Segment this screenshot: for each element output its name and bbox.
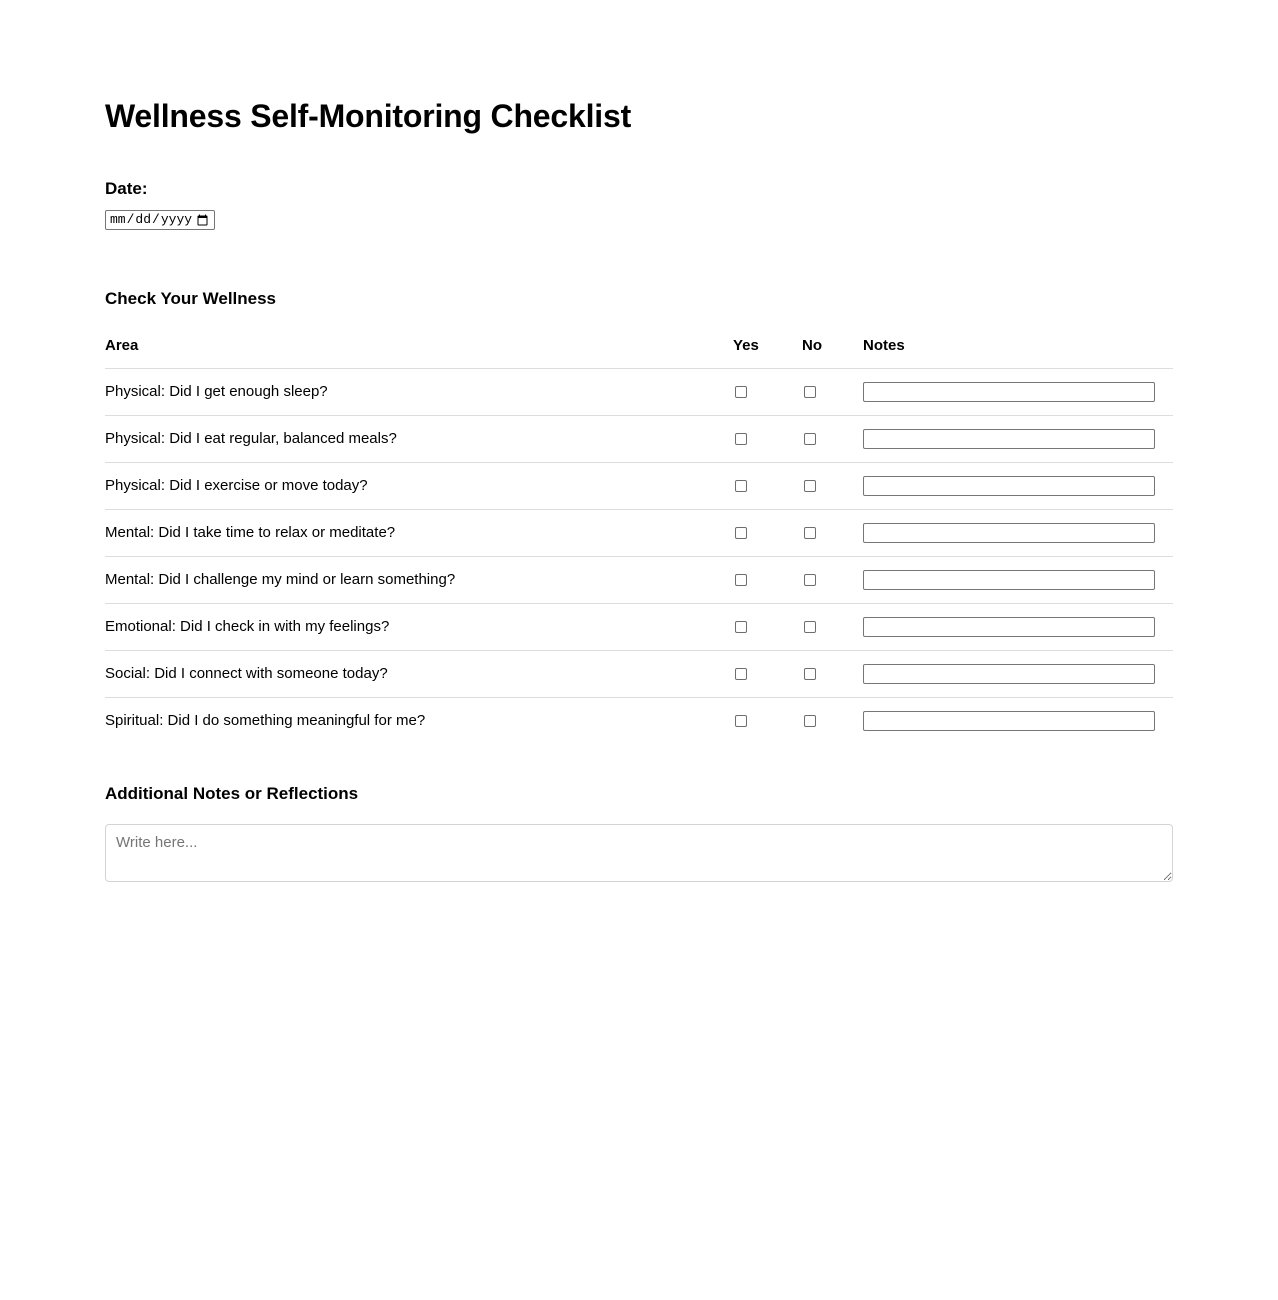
notes-cell [863, 509, 1173, 556]
no-cell [802, 462, 863, 509]
table-body [105, 368, 1173, 744]
no-checkbox[interactable] [804, 715, 816, 727]
yes-cell [733, 556, 802, 603]
no-checkbox[interactable] [804, 574, 816, 586]
date-input[interactable] [105, 210, 215, 230]
yes-cell [733, 650, 802, 697]
notes-input[interactable] [863, 711, 1155, 731]
row-label: Mental: Did I take time to relax or meditate? [105, 509, 733, 556]
no-cell [802, 697, 863, 744]
notes-cell [863, 462, 1173, 509]
date-field-group [105, 179, 1173, 230]
table-row [105, 603, 1173, 650]
yes-checkbox[interactable] [735, 621, 747, 633]
column-header-no: No [802, 337, 863, 369]
yes-cell [733, 462, 802, 509]
notes-cell [863, 603, 1173, 650]
no-cell [802, 603, 863, 650]
notes-input[interactable] [863, 476, 1155, 496]
yes-cell [733, 603, 802, 650]
table-row [105, 556, 1173, 603]
yes-cell [733, 415, 802, 462]
wellness-section-heading: Check Your Wellness [105, 289, 277, 309]
notes-input[interactable] [863, 523, 1155, 543]
table-header [105, 337, 1173, 369]
no-checkbox[interactable] [804, 480, 816, 492]
date-label: Date: [105, 178, 148, 198]
wellness-checklist-table [105, 337, 1173, 744]
no-cell [802, 650, 863, 697]
yes-checkbox[interactable] [735, 480, 747, 492]
yes-checkbox[interactable] [735, 527, 747, 539]
no-checkbox[interactable] [804, 433, 816, 445]
notes-input[interactable] [863, 664, 1155, 684]
no-cell [802, 509, 863, 556]
row-label: Social: Did I connect with someone today? [105, 650, 733, 697]
table-row [105, 368, 1173, 415]
no-checkbox[interactable] [804, 621, 816, 633]
row-label: Physical: Did I eat regular, balanced meals? [105, 415, 733, 462]
no-checkbox[interactable] [804, 668, 816, 680]
notes-cell [863, 415, 1173, 462]
row-label: Spiritual: Did I do something meaningful for me? [105, 711, 426, 729]
yes-checkbox[interactable] [735, 433, 747, 445]
notes-cell [863, 697, 1173, 744]
yes-checkbox[interactable] [735, 715, 747, 727]
row-label: Mental: Did I challenge my mind or learn something? [105, 556, 733, 603]
yes-cell [733, 509, 802, 556]
no-checkbox[interactable] [804, 527, 816, 539]
table-row [105, 509, 1173, 556]
yes-cell [733, 697, 802, 744]
notes-input[interactable] [863, 382, 1155, 402]
table-row [105, 697, 1173, 744]
row-label: Physical: Did I get enough sleep? [105, 368, 733, 415]
reflections-textarea[interactable] [105, 824, 1173, 882]
row-label: Physical: Did I exercise or move today? [105, 462, 733, 509]
document-content [105, 98, 1173, 882]
notes-cell [863, 556, 1173, 603]
yes-cell [733, 368, 802, 415]
no-cell [802, 556, 863, 603]
notes-cell [863, 368, 1173, 415]
row-label: Emotional: Did I check in with my feelings? [105, 603, 733, 650]
column-header-notes: Notes [863, 337, 1173, 369]
notes-input[interactable] [863, 429, 1155, 449]
column-header-area: Area [105, 337, 733, 369]
page-title: Wellness Self-Monitoring Checklist [105, 98, 632, 134]
no-cell [802, 368, 863, 415]
no-cell [802, 415, 863, 462]
yes-checkbox[interactable] [735, 386, 747, 398]
notes-input[interactable] [863, 617, 1155, 637]
yes-checkbox[interactable] [735, 668, 747, 680]
notes-cell [863, 650, 1173, 697]
no-checkbox[interactable] [804, 386, 816, 398]
table-header-row [105, 337, 1173, 369]
table-row [105, 650, 1173, 697]
yes-checkbox[interactable] [735, 574, 747, 586]
table-row [105, 415, 1173, 462]
column-header-yes: Yes [733, 337, 802, 369]
notes-input[interactable] [863, 570, 1155, 590]
table-row [105, 462, 1173, 509]
reflections-section-heading: Additional Notes or Reflections [105, 783, 359, 803]
